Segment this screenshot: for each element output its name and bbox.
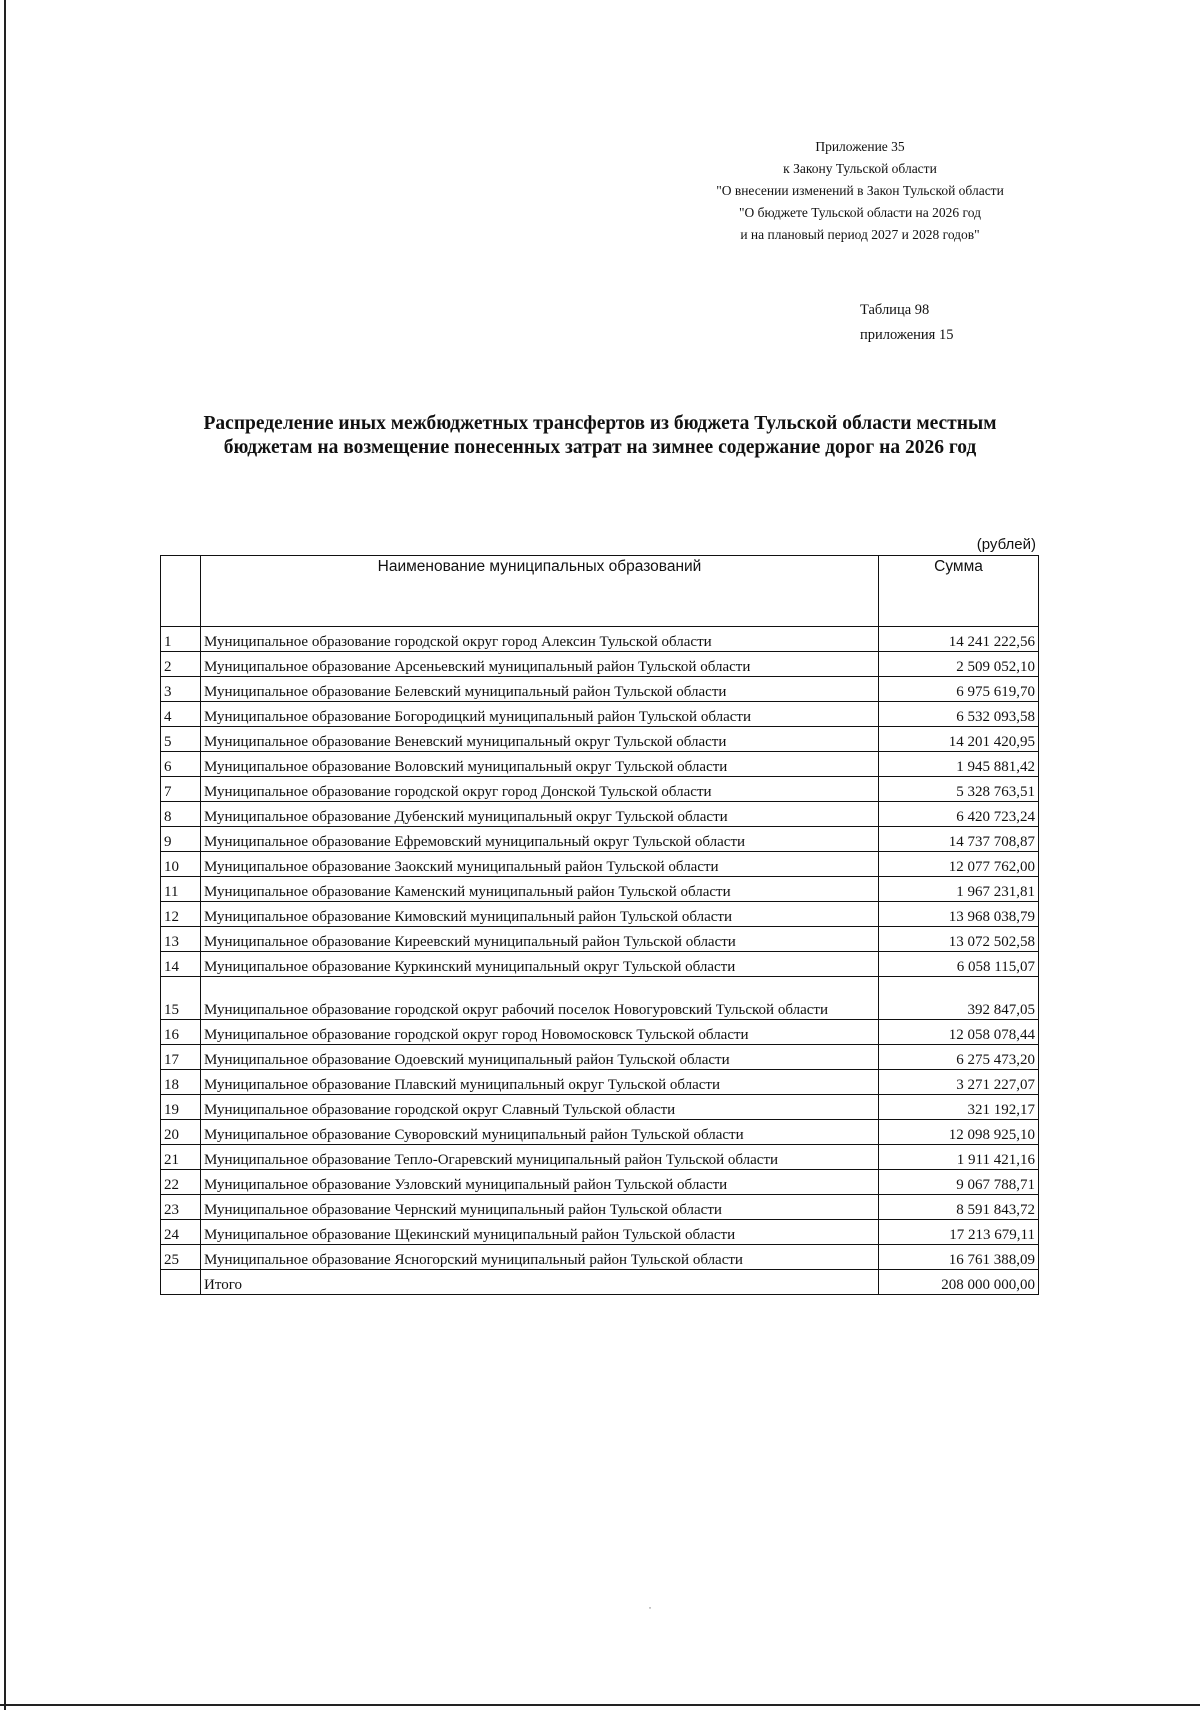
- table-row: [161, 902, 1039, 927]
- row-sum: 2 509 052,10: [879, 652, 1039, 677]
- row-number: 22: [161, 1170, 201, 1195]
- table-row: [161, 977, 1039, 1020]
- row-sum: 16 761 388,09: [879, 1245, 1039, 1270]
- row-number: 3: [161, 677, 201, 702]
- table-row: [161, 1195, 1039, 1220]
- row-number: 6: [161, 752, 201, 777]
- row-municipality-name: Муниципальное образование Ефремовский муниципальный округ Тульской области: [201, 827, 879, 852]
- table-row: [161, 1170, 1039, 1195]
- row-sum: 1 967 231,81: [879, 877, 1039, 902]
- row-number: 21: [161, 1145, 201, 1170]
- row-municipality-name: Муниципальное образование Кимовский муниципальный район Тульской области: [201, 902, 879, 927]
- table-row: [161, 702, 1039, 727]
- row-municipality-name: Муниципальное образование Тепло-Огаревский муниципальный район Тульской области: [201, 1145, 879, 1170]
- column-header-number: [161, 556, 201, 627]
- table-row: [161, 727, 1039, 752]
- row-number: 5: [161, 727, 201, 752]
- row-municipality-name: Муниципальное образование городской округ город Донской Тульской области: [201, 777, 879, 802]
- row-sum: 12 058 078,44: [879, 1020, 1039, 1045]
- table-total-row: [161, 1270, 1039, 1295]
- scan-mark: ˙: [648, 1604, 652, 1618]
- row-number: 9: [161, 827, 201, 852]
- appendix-line: Приложение 35: [815, 139, 905, 154]
- row-sum: 1 945 881,42: [879, 752, 1039, 777]
- table-row: [161, 1120, 1039, 1145]
- appendix-line: и на плановый период 2027 и 2028 годов": [740, 227, 980, 242]
- row-sum: 8 591 843,72: [879, 1195, 1039, 1220]
- row-municipality-name: Муниципальное образование Одоевский муниципальный район Тульской области: [201, 1045, 879, 1070]
- row-sum: 14 737 708,87: [879, 827, 1039, 852]
- row-municipality-name: Муниципальное образование Чернский муниципальный район Тульской области: [201, 1195, 879, 1220]
- row-number: 13: [161, 927, 201, 952]
- row-number: 8: [161, 802, 201, 827]
- column-header-name: Наименование муниципальных образований: [201, 556, 879, 627]
- table-row: [161, 1070, 1039, 1095]
- table-row: [161, 1095, 1039, 1120]
- row-municipality-name: Муниципальное образование Узловский муниципальный район Тульской области: [201, 1170, 879, 1195]
- row-municipality-name: Муниципальное образование городской округ рабочий поселок Новогуровский Тульской области: [201, 977, 879, 1020]
- row-number: 25: [161, 1245, 201, 1270]
- appendix-line: к Закону Тульской области: [783, 161, 937, 176]
- row-municipality-name: Муниципальное образование городской округ город Новомосковск Тульской области: [201, 1020, 879, 1045]
- row-sum: 14 201 420,95: [879, 727, 1039, 752]
- scan-edge-left: [4, 0, 6, 1710]
- row-sum: 392 847,05: [879, 977, 1039, 1020]
- row-sum: 17 213 679,11: [879, 1220, 1039, 1245]
- table-row: [161, 652, 1039, 677]
- row-municipality-name: Муниципальное образование Щекинский муниципальный район Тульской области: [201, 1220, 879, 1245]
- table-number: Таблица 98: [860, 302, 930, 318]
- row-sum: 321 192,17: [879, 1095, 1039, 1120]
- row-municipality-name: Муниципальное образование Арсеньевский муниципальный район Тульской области: [201, 652, 879, 677]
- row-sum: 5 328 763,51: [879, 777, 1039, 802]
- table-row: [161, 802, 1039, 827]
- table-row: [161, 927, 1039, 952]
- table-row: [161, 752, 1039, 777]
- row-sum: 13 072 502,58: [879, 927, 1039, 952]
- total-sum: 208 000 000,00: [879, 1270, 1039, 1295]
- table-row: [161, 677, 1039, 702]
- row-municipality-name: Муниципальное образование Плавский муниципальный округ Тульской области: [201, 1070, 879, 1095]
- row-sum: 13 968 038,79: [879, 902, 1039, 927]
- row-sum: 6 420 723,24: [879, 802, 1039, 827]
- column-header-sum: Сумма: [879, 556, 1039, 627]
- row-municipality-name: Муниципальное образование Белевский муниципальный район Тульской области: [201, 677, 879, 702]
- row-municipality-name: Муниципальное образование городской округ город Алексин Тульской области: [201, 627, 879, 652]
- title-line: бюджетам на возмещение понесенных затрат на зимнее содержание дорог на 2026 год: [223, 437, 977, 458]
- row-sum: 6 058 115,07: [879, 952, 1039, 977]
- row-municipality-name: Муниципальное образование Богородицкий муниципальный район Тульской области: [201, 702, 879, 727]
- table-row: [161, 1045, 1039, 1070]
- row-sum: 9 067 788,71: [879, 1170, 1039, 1195]
- row-municipality-name: Муниципальное образование Киреевский муниципальный район Тульской области: [201, 927, 879, 952]
- row-sum: 12 098 925,10: [879, 1120, 1039, 1145]
- row-number: 1: [161, 627, 201, 652]
- table-header-row: [161, 556, 1039, 627]
- row-number: 10: [161, 852, 201, 877]
- table-reference: [860, 298, 1020, 348]
- row-number: 4: [161, 702, 201, 727]
- row-number: 17: [161, 1045, 201, 1070]
- scan-edge-bottom: [0, 1704, 1200, 1706]
- document-title: [150, 412, 1050, 460]
- row-municipality-name: Муниципальное образование Суворовский муниципальный район Тульской области: [201, 1120, 879, 1145]
- table-row: [161, 1020, 1039, 1045]
- row-municipality-name: Муниципальное образование Каменский муниципальный район Тульской области: [201, 877, 879, 902]
- row-number: 7: [161, 777, 201, 802]
- row-number: 23: [161, 1195, 201, 1220]
- appendix-line: "О бюджете Тульской области на 2026 год: [739, 205, 981, 220]
- row-municipality-name: Муниципальное образование Веневский муниципальный округ Тульской области: [201, 727, 879, 752]
- row-number: 24: [161, 1220, 201, 1245]
- row-number: 14: [161, 952, 201, 977]
- appendix-line: "О внесении изменений в Закон Тульской области: [716, 183, 1004, 198]
- row-sum: 6 532 093,58: [879, 702, 1039, 727]
- row-number: 19: [161, 1095, 201, 1120]
- row-municipality-name: Муниципальное образование Ясногорский муниципальный район Тульской области: [201, 1245, 879, 1270]
- row-number: 20: [161, 1120, 201, 1145]
- row-number: 2: [161, 652, 201, 677]
- row-municipality-name: Муниципальное образование Заокский муниципальный район Тульской области: [201, 852, 879, 877]
- row-sum: 6 975 619,70: [879, 677, 1039, 702]
- row-sum: 1 911 421,16: [879, 1145, 1039, 1170]
- table-row: [161, 777, 1039, 802]
- total-number-cell: [161, 1270, 201, 1295]
- table-row: [161, 627, 1039, 652]
- row-number: 11: [161, 877, 201, 902]
- appendix-reference: [690, 136, 1030, 246]
- row-number: 16: [161, 1020, 201, 1045]
- row-sum: 12 077 762,00: [879, 852, 1039, 877]
- distribution-table: [160, 555, 1039, 1295]
- table-row: [161, 1145, 1039, 1170]
- row-sum: 3 271 227,07: [879, 1070, 1039, 1095]
- table-row: [161, 952, 1039, 977]
- row-number: 18: [161, 1070, 201, 1095]
- total-label: Итого: [201, 1270, 879, 1295]
- units-label: (рублей): [976, 536, 1036, 553]
- row-municipality-name: Муниципальное образование Воловский муниципальный округ Тульской области: [201, 752, 879, 777]
- row-number: 12: [161, 902, 201, 927]
- row-number: 15: [161, 977, 201, 1020]
- table-row: [161, 827, 1039, 852]
- row-municipality-name: Муниципальное образование городской округ Славный Тульской области: [201, 1095, 879, 1120]
- row-sum: 6 275 473,20: [879, 1045, 1039, 1070]
- row-municipality-name: Муниципальное образование Куркинский муниципальный округ Тульской области: [201, 952, 879, 977]
- title-line: Распределение иных межбюджетных трансфертов из бюджета Тульской области местным: [203, 413, 997, 434]
- table-row: [161, 1245, 1039, 1270]
- row-municipality-name: Муниципальное образование Дубенский муниципальный округ Тульской области: [201, 802, 879, 827]
- table-row: [161, 1220, 1039, 1245]
- table-appendix: приложения 15: [860, 327, 954, 343]
- table-row: [161, 877, 1039, 902]
- row-sum: 14 241 222,56: [879, 627, 1039, 652]
- table-row: [161, 852, 1039, 877]
